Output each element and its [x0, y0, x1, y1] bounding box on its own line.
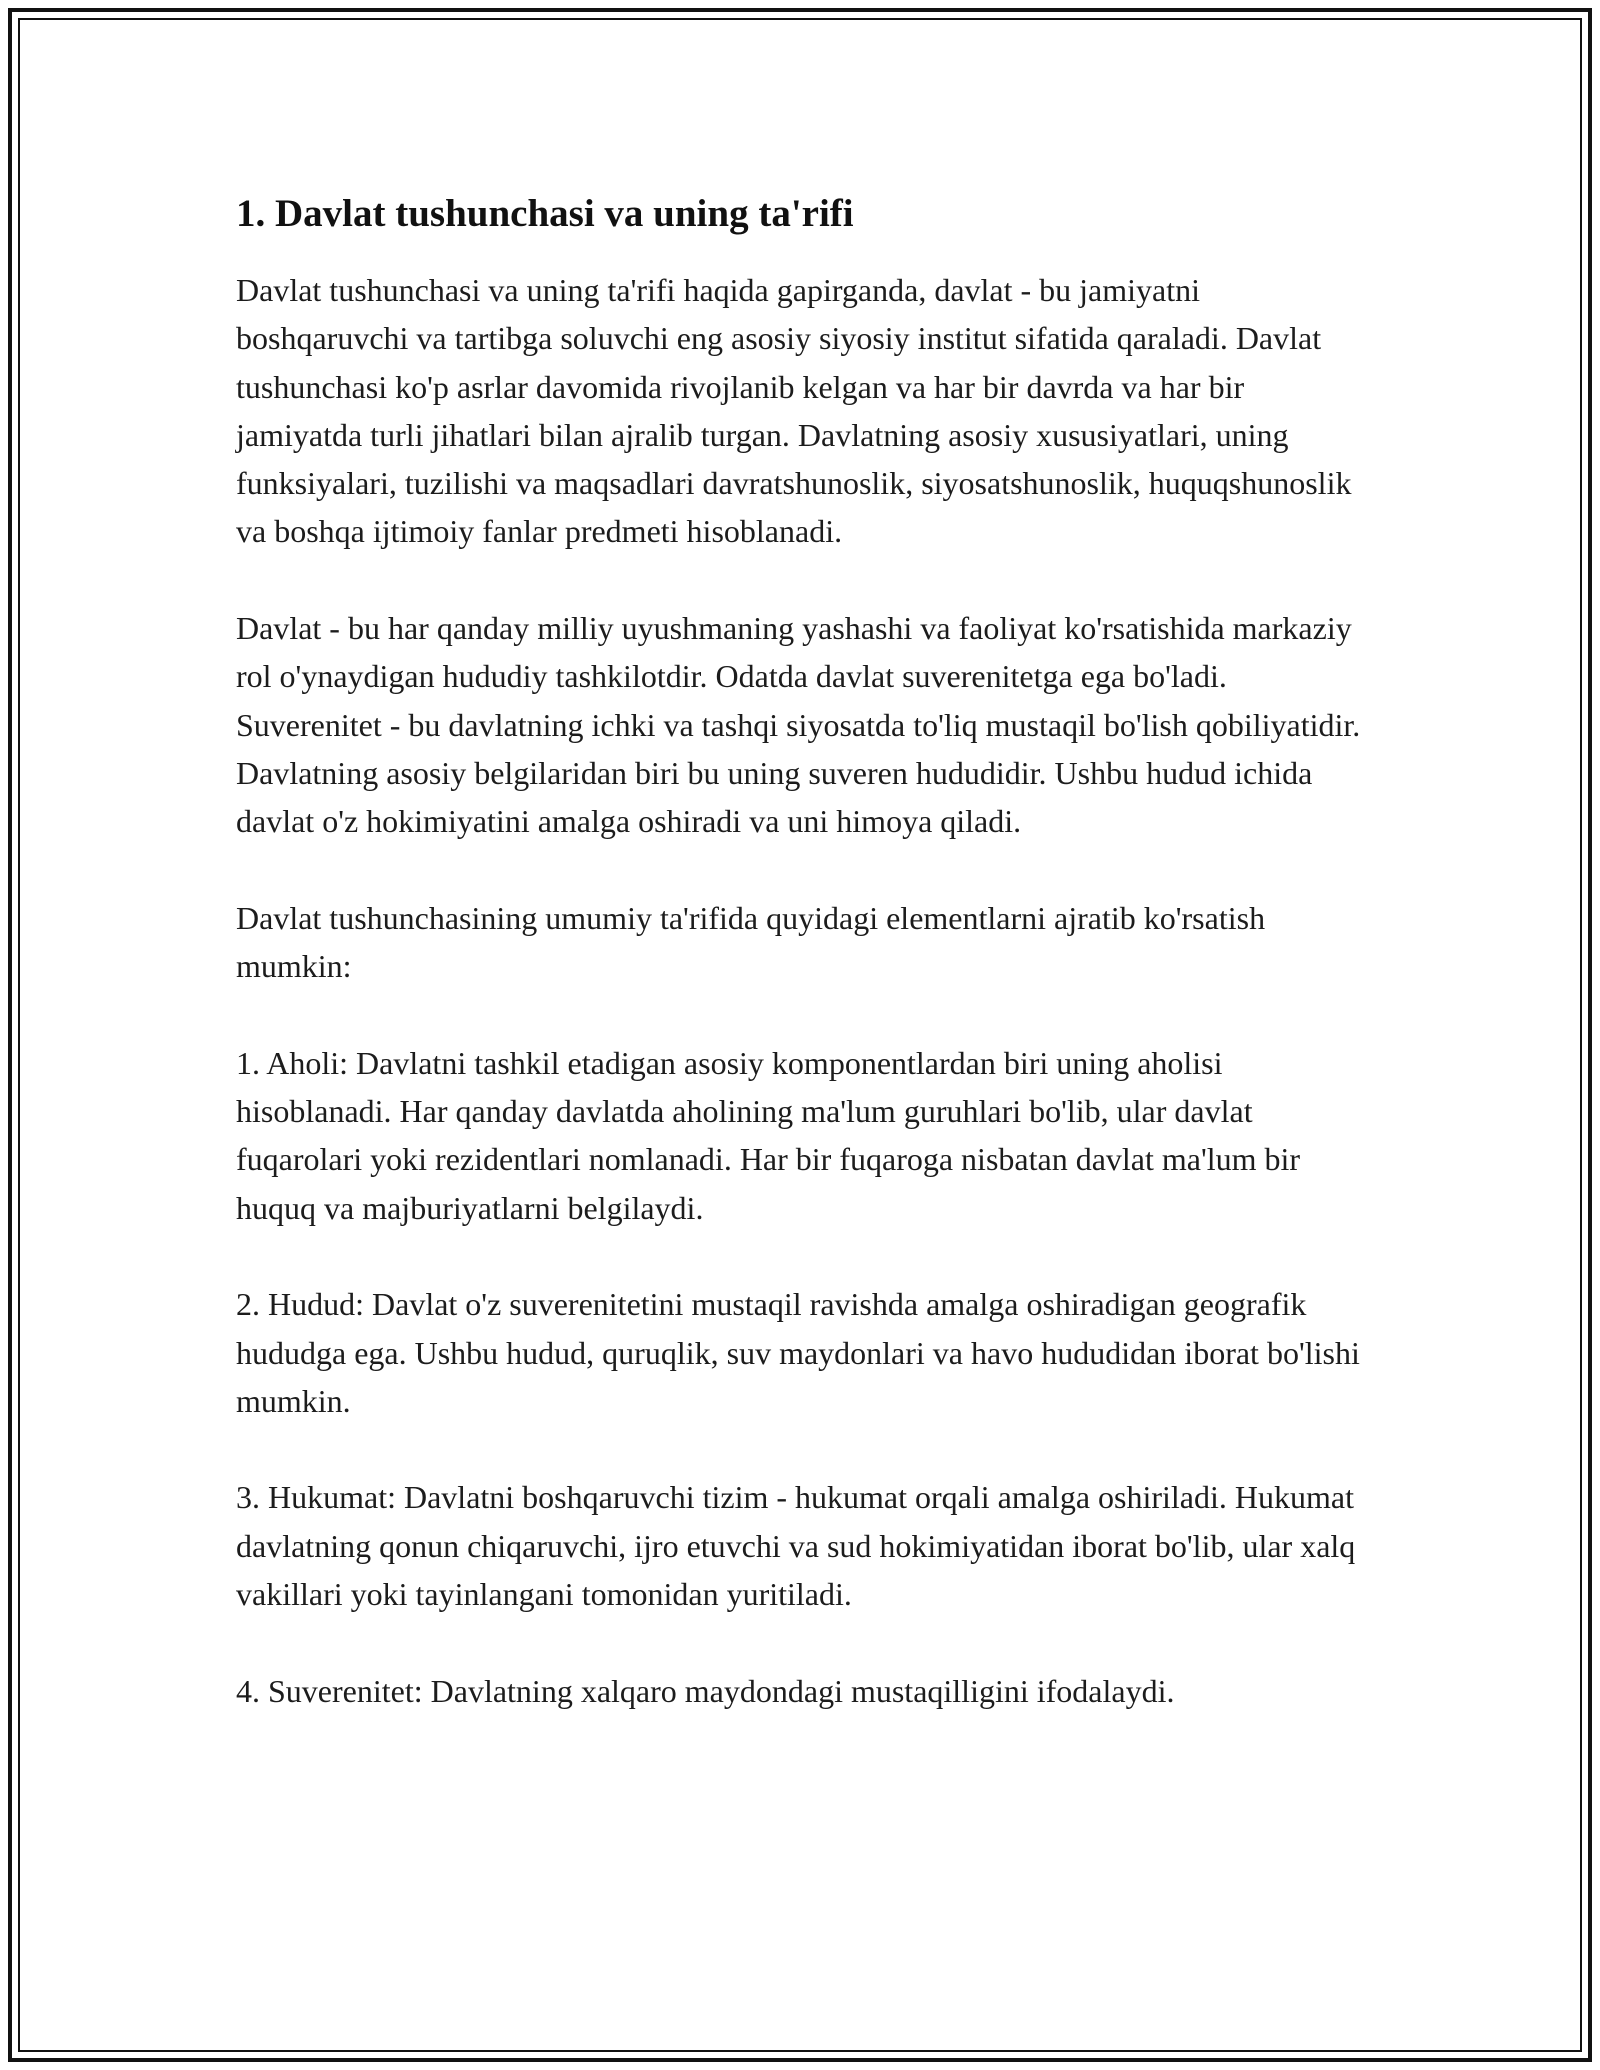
list-item-territory: 2. Hudud: Davlat o'z suverenitetini mustaqil ravishda amalga oshiradigan geografik hududga ega. Ushbu hudud, quruqlik, suv maydonlari va havo hududidan iborat bo'lishi mumkin.: [236, 1286, 1360, 1419]
list-item-sovereignty: 4. Suverenitet: Davlatning xalqaro maydondagi mustaqilligini ifodalaydi.: [236, 1672, 1175, 1709]
list-item-population: 1. Aholi: Davlatni tashkil etadigan asosiy komponentlardan biri uning aholisi hisoblanadi. Har qanday davlatda aholining ma'lum guruhlari bo'lib, ular davlat fuqarolari yoki rezidentlari nomlanadi. Har bir fuqaroga nisbatan davlat ma'lum bir huquq va majburiyatlarni belgilaydi.: [236, 1044, 1301, 1226]
paragraph-intro: Davlat tushunchasi va uning ta'rifi haqida gapirganda, davlat - bu jamiyatni boshqaruvchi va tartibga soluvchi eng asosiy siyosiy institut sifatida qaraladi. Davlat tushunchasi ko'p asrlar davomida rivojlanib kelgan va har bir davrda va har bir jamiyatda turli jihatlari bilan ajralib turgan. Davlatning asosiy xususiyatlari, uning funksiyalari, tuzilishi va maqsadlari davratshunoslik, siyosatshunoslik, huquqshunoslik va boshqa ijtimoiy fanlar predmeti hisoblanadi.: [236, 272, 1352, 550]
list-item-government: 3. Hukumat: Davlatni boshqaruvchi tizim - hukumat orqali amalga oshiriladi. Hukumat davlatning qonun chiqaruvchi, ijro etuvchi va sud hokimiyatidan iborat bo'lib, ular xalq vakillari yoki tayinlangani tomonidan yuritiladi.: [236, 1479, 1356, 1613]
paragraph-sovereignty: Davlat - bu har qanday milliy uyushmaning yashashi va faoliyat ko'rsatishida markaziy rol o'ynaydigan hududiy tashkilotdir. Odatda davlat suverenitetga ega bo'ladi. Suverenitet - bu davlatning ichki va tashqi siyosatda to'liq mustaqil bo'lish qobiliyatidir. Davlatning asosiy belgilaridan biri bu uning suveren hududidir. Ushbu hudud ichida davlat o'z hokimiyatini amalga oshiradi va uni himoya qiladi.: [236, 610, 1361, 840]
section-heading: 1. Davlat tushunchasi va uning ta'rifi: [236, 192, 854, 235]
document-content: [236, 186, 1366, 1715]
paragraph-elements-lead: Davlat tushunchasining umumiy ta'rifida quyidagi elementlarni ajratib ko'rsatish mumkin:: [236, 899, 1266, 985]
